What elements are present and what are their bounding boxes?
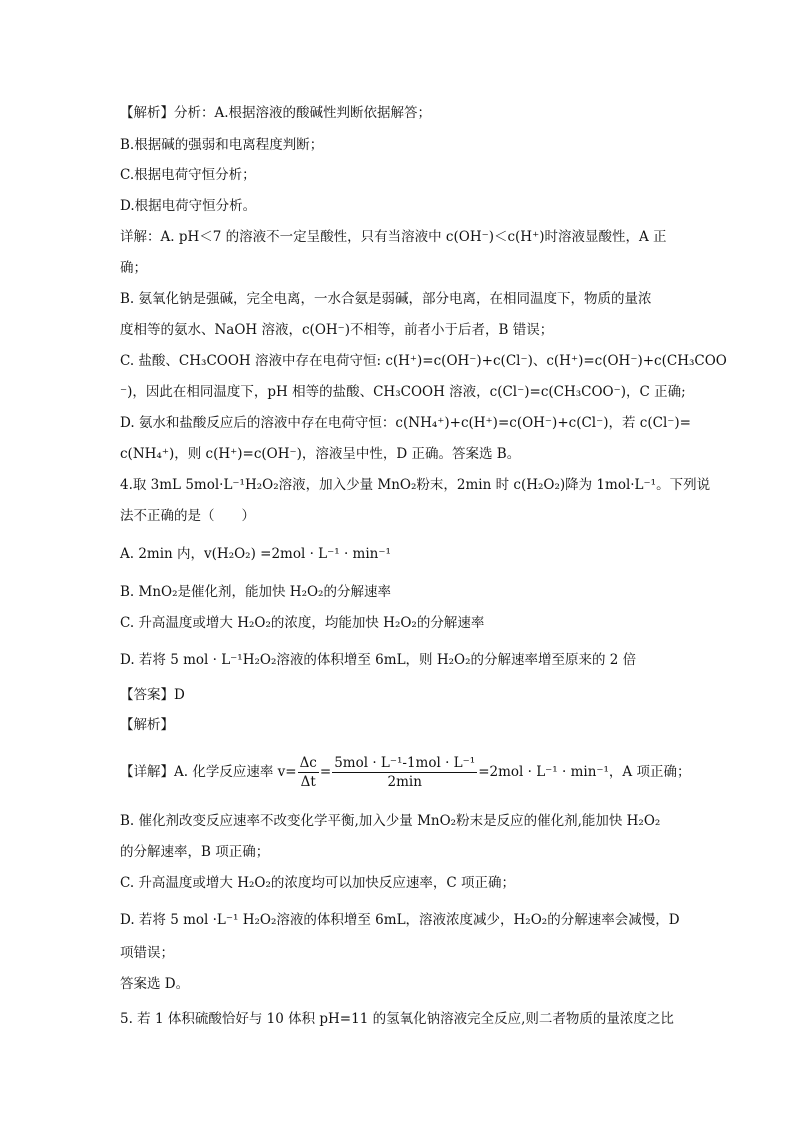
text-line-8: 度相等的氨水、NaOH 溶液，c(OH⁻)不相等，前者小于后者，B 错误； (120, 322, 554, 338)
text-line-11: D. 氨水和盐酸反应后的溶液中存在电荷守恒：c(NH₄⁺)+c(H⁺)=c(OH⁻)+c(Cl⁻)，若 c(Cl⁻)= (120, 415, 691, 431)
option-d: D. 若将 5 mol · L⁻¹H₂O₂溶液的体积增至 6mL，则 H₂O₂的分解速率增至原来的 2 倍 (120, 652, 637, 668)
text-line-25: D. 若将 5 mol ·L⁻¹ H₂O₂溶液的体积增至 6mL，溶液浓度减少，H₂O₂的分解速率会减慢，D (120, 912, 680, 928)
text-line-3: C.根据电荷守恒分析； (120, 167, 256, 183)
text-line-23: 的分解速率，B 项正确； (120, 844, 270, 860)
fraction-delta-numerator: Δc (299, 755, 317, 771)
analysis-label: 【解析】 (120, 717, 174, 733)
answer-label: 【答案】D (120, 687, 185, 703)
text-line-2: B.根据碱的强弱和电离程度判断； (120, 137, 324, 153)
text-line-6: 确； (120, 260, 147, 276)
formula-suffix: =2mol · L⁻¹ · min⁻¹，A 项正确； (478, 764, 691, 780)
text-line-26: 项错误； (120, 945, 174, 961)
option-c: C. 升高温度或增大 H₂O₂的浓度，均能加快 H₂O₂的分解速率 (120, 615, 485, 631)
text-line-1: 【解析】分析：A.根据溶液的酸碱性判断依据解答； (120, 105, 432, 121)
formula-line (120, 750, 691, 794)
option-b: B. MnO₂是催化剂，能加快 H₂O₂的分解速率 (120, 584, 391, 600)
formula-prefix: 【详解】A. 化学反应速率 v= (120, 764, 297, 780)
text-line-12: c(NH₄⁺)，则 c(H⁺)=c(OH⁻)，溶液呈中性，D 正确。答案选 B。 (120, 446, 521, 462)
text-line-24: C. 升高温度或增大 H₂O₂的浓度均可以加快反应速率，C 项正确； (120, 875, 516, 891)
option-a: A. 2min 内，v(H₂O₂) =2mol · L⁻¹ · min⁻¹ (120, 546, 391, 562)
fraction-values-denominator: 2min (387, 774, 422, 790)
question-4-stem: 4.取 3mL 5mol·L⁻¹H₂O₂溶液，加入少量 MnO₂粉末，2min 时 c(H₂O₂)降为 1mol·L⁻¹。下列说 (120, 477, 711, 493)
question-5-stem: 5. 若 1 体积硫酸恰好与 10 体积 pH=11 的氢氧化钠溶液完全反应,则二者物质的量浓度之比 (120, 1011, 674, 1027)
text-line-9: C. 盐酸、CH₃COOH 溶液中存在电荷守恒: c(H⁺)=c(OH⁻)+c(Cl⁻)、c(H⁺)=c(OH⁻)+c(CH₃COO (120, 353, 727, 369)
text-line-27: 答案选 D。 (120, 976, 190, 992)
text-line-10: ⁻)，因此在相同温度下，pH 相等的盐酸、CH₃COOH 溶液，c(Cl⁻)=c(CH₃COO⁻)，C 正确; (120, 384, 686, 400)
fraction-delta (298, 755, 319, 790)
text-line-7: B. 氨氧化钠是强碱，完全电离，一水合氨是弱碱，部分电离，在相同温度下，物质的量浓 (120, 291, 652, 307)
text-line-22: B. 催化剂改变反应速率不改变化学平衡,加入少量 MnO₂粉末是反应的催化剂,能加快 H₂O₂ (120, 813, 661, 829)
text-line-4: D.根据电荷守恒分析。 (120, 198, 257, 214)
fraction-values-numerator: 5mol · L⁻¹-1mol · L⁻¹ (334, 755, 476, 771)
fraction-values (332, 755, 477, 790)
text-line-5: 详解：A. pH＜7 的溶液不一定呈酸性，只有当溶液中 c(OH⁻)＜c(H⁺)时溶液显酸性，A 正 (120, 229, 667, 245)
question-4-stem-cont: 法不正确的是（ ） (120, 508, 255, 524)
formula-equals: = (319, 764, 332, 780)
fraction-delta-denominator: Δt (300, 774, 316, 790)
